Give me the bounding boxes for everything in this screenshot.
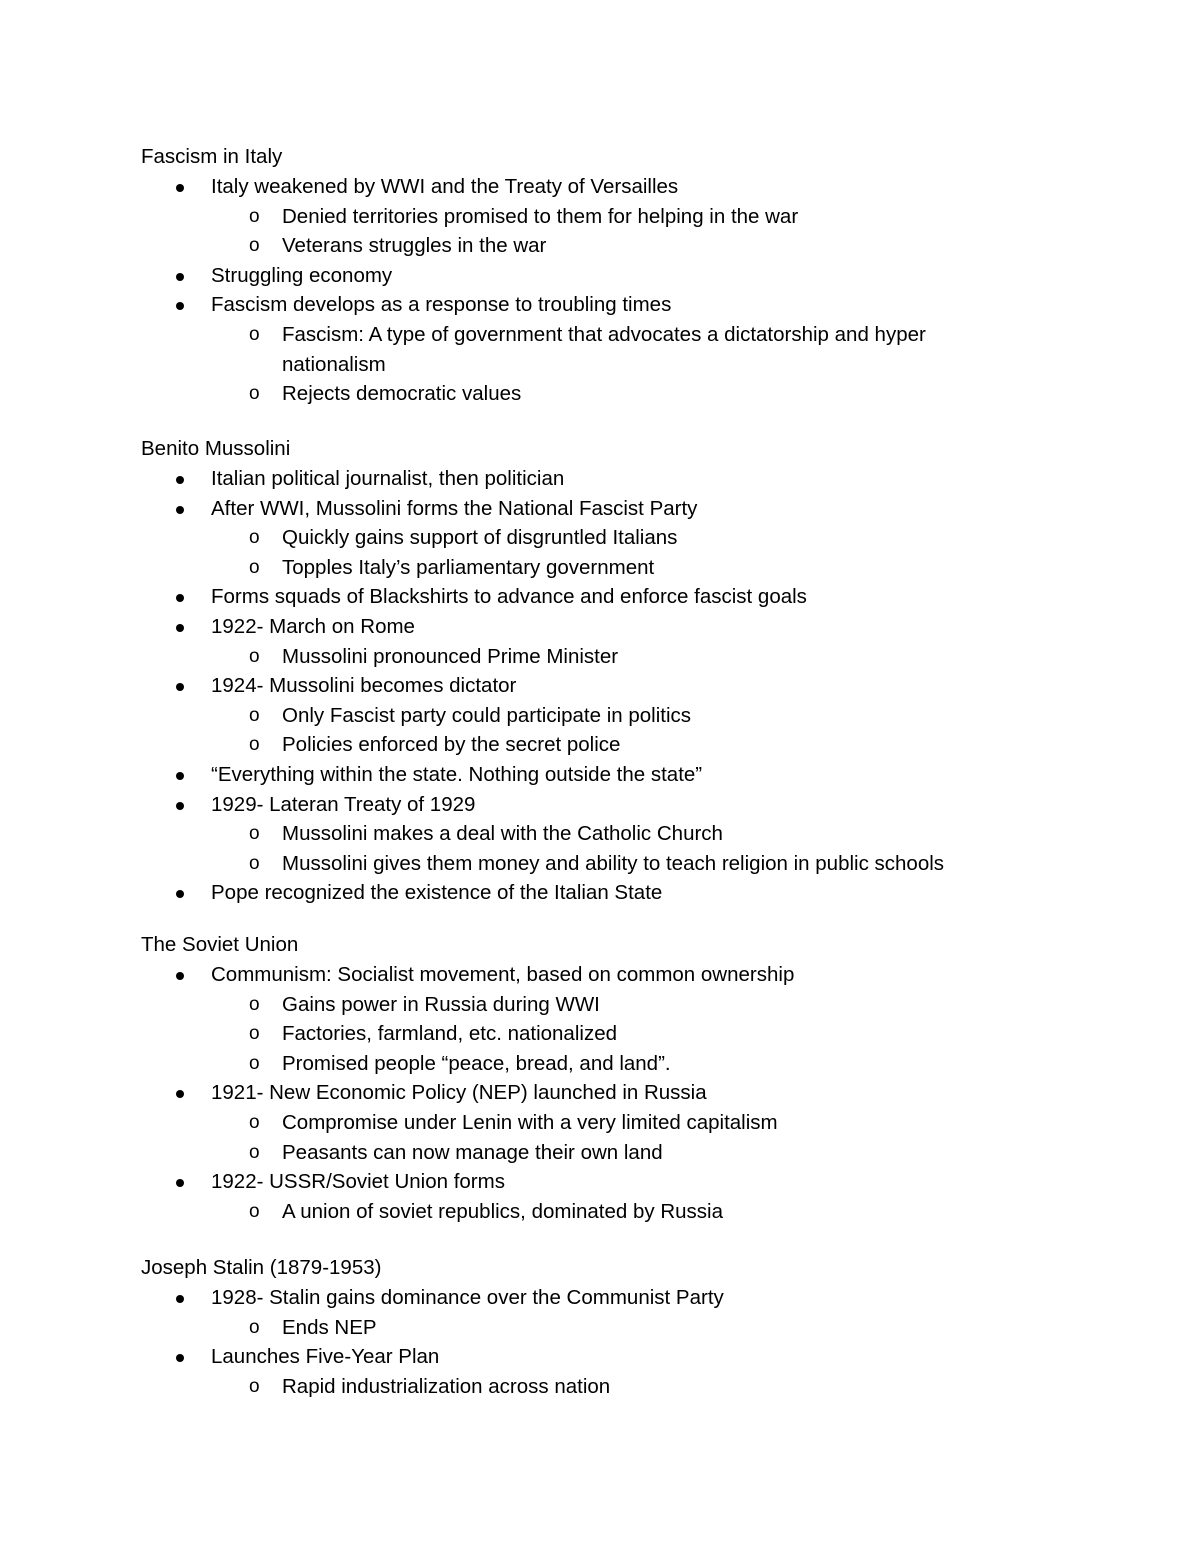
list-item: A union of soviet republics, dominated by Russia [282,1199,724,1223]
list-item: Quickly gains support of disgruntled Italians [282,526,678,550]
list-item: Policies enforced by the secret police [282,733,621,757]
list-item: 1922- March on Rome [211,615,415,638]
circle-bullet-icon: o [249,1200,260,1222]
list-item: 1929- Lateran Treaty of 1929 [211,792,476,816]
list-item: Only Fascist party could participate in politics [282,703,692,727]
circle-bullet-icon: o [249,1316,260,1338]
list-item: 1921- New Economic Policy (NEP) launched in Russia [211,1081,707,1105]
list-item: Factories, farmland, etc. nationalized [282,1022,617,1046]
circle-bullet-icon: o [249,734,260,756]
list-item: Mussolini makes a deal with the Catholic Church [282,822,723,846]
list-item: 1922- USSR/Soviet Union forms [211,1170,505,1194]
circle-bullet-icon: o [249,324,260,345]
list-item: Italian political journalist, then politician [211,467,565,490]
list-item: Mussolini gives them money and ability to teach religion in public schools [282,851,945,875]
bullet-icon [176,890,184,898]
list-item: 1928- Stalin gains dominance over the Communist Party [211,1286,724,1309]
list-item: Italy weakened by WWI and the Treaty of Versailles [211,175,679,198]
circle-bullet-icon: o [249,205,260,227]
circle-bullet-icon: o [249,1375,260,1397]
circle-bullet-icon: o [249,556,260,578]
list-item: Promised people “peace, bread, and land”. [282,1051,671,1075]
list-item: Ends NEP [282,1315,377,1339]
bullet-icon [176,802,184,810]
circle-bullet-icon: o [249,1112,260,1133]
section-heading: The Soviet Union [141,933,299,956]
circle-bullet-icon: o [249,383,260,405]
list-item: Launches Five-Year Plan [211,1345,440,1369]
bullet-icon [176,594,184,602]
bullet-icon [176,1179,184,1187]
list-item: Mussolini pronounced Prime Minister [282,644,619,668]
section-heading: Fascism in Italy [141,145,283,168]
list-item: Topples Italy’s parliamentary government [282,555,655,579]
list-item: Compromise under Lenin with a very limited capitalism [282,1111,778,1134]
list-item: Rejects democratic values [282,382,522,406]
list-item: Veterans struggles in the war [282,234,547,258]
list-item: Communism: Socialist movement, based on common ownership [211,963,795,986]
list-item: Forms squads of Blackshirts to advance and enforce fascist goals [211,585,807,609]
list-item: Fascism: A type of government that advocates a dictatorship and hyper [282,323,926,346]
list-item: 1924- Mussolini becomes dictator [211,674,517,698]
circle-bullet-icon: o [249,704,260,726]
bullet-icon [176,506,184,514]
bullet-icon [176,683,184,691]
list-item: “Everything within the state. Nothing outside the state” [211,763,703,786]
circle-bullet-icon: o [249,235,260,257]
bullet-icon [176,302,184,310]
list-item: After WWI, Mussolini forms the National Fascist Party [211,496,698,520]
list-item-continuation: nationalism [282,352,386,376]
circle-bullet-icon: o [249,852,260,874]
list-item: Gains power in Russia during WWI [282,992,600,1016]
circle-bullet-icon: o [249,993,260,1015]
list-item: Peasants can now manage their own land [282,1140,663,1164]
bullet-icon [176,1354,184,1362]
bullet-icon [176,1295,184,1303]
bullet-icon [176,273,184,281]
list-item: Struggling economy [211,263,393,287]
bullet-icon [176,624,184,632]
bullet-icon [176,184,184,192]
bullet-icon [176,1090,184,1098]
circle-bullet-icon: o [249,1023,260,1045]
bullet-icon [176,772,184,780]
list-item: Denied territories promised to them for helping in the war [282,204,799,228]
list-item: Fascism develops as a response to troubling times [211,293,672,317]
circle-bullet-icon: o [249,1052,260,1074]
bullet-icon [176,476,184,484]
list-item: Rapid industrialization across nation [282,1374,611,1398]
section-heading: Joseph Stalin (1879-1953) [141,1256,382,1279]
circle-bullet-icon: o [249,645,260,667]
list-item: Pope recognized the existence of the Italian State [211,881,663,905]
section-heading: Benito Mussolini [141,437,291,460]
circle-bullet-icon: o [249,527,260,549]
bullet-icon [176,972,184,980]
circle-bullet-icon: o [249,823,260,845]
circle-bullet-icon: o [249,1141,260,1163]
